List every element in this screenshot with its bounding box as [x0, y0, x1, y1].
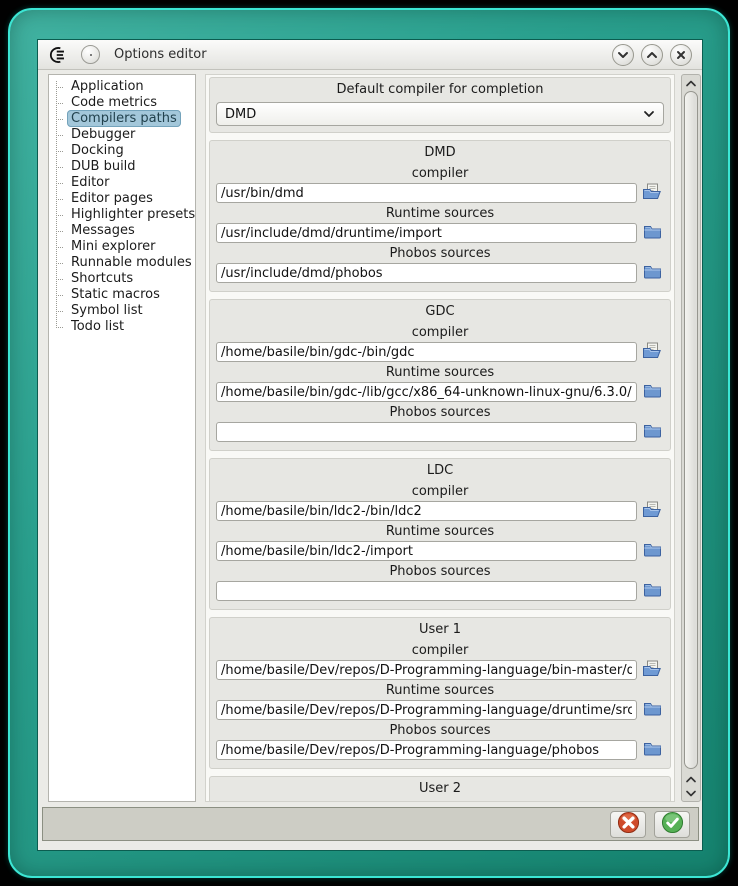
path-field-row — [216, 581, 664, 601]
browse-button[interactable] — [640, 502, 664, 520]
browse-button[interactable] — [640, 423, 664, 441]
path-field-row — [216, 501, 664, 521]
path-field-label: Phobos sources — [389, 246, 491, 261]
compiler-group-body — [216, 165, 664, 283]
default-compiler-combobox[interactable] — [216, 102, 664, 126]
titlebar[interactable] — [38, 40, 702, 70]
options-vertical-scrollbar[interactable] — [681, 74, 701, 802]
scroll-up-icon-bottom[interactable] — [682, 772, 700, 786]
path-field-label: Runtime sources — [385, 683, 495, 698]
path-input[interactable] — [216, 700, 637, 720]
sidebar-item[interactable]: Debugger — [49, 127, 195, 143]
browse-button[interactable] — [640, 701, 664, 719]
sidebar-item[interactable]: DUB build — [49, 159, 195, 175]
sidebar-item[interactable]: Docking — [49, 143, 195, 159]
path-field-row — [216, 660, 664, 680]
sidebar-item[interactable]: Messages — [49, 223, 195, 239]
browse-button[interactable] — [640, 343, 664, 361]
compiler-group — [209, 458, 671, 610]
folder-icon — [643, 264, 662, 282]
folder-icon — [643, 582, 662, 600]
path-input[interactable] — [216, 581, 637, 601]
sidebar-list — [49, 79, 195, 335]
path-input[interactable] — [216, 342, 637, 362]
window-menu-button[interactable] — [81, 45, 100, 64]
browse-button[interactable] — [640, 264, 664, 282]
accept-button[interactable] — [654, 811, 690, 838]
browse-button[interactable] — [640, 542, 664, 560]
path-field — [216, 324, 664, 362]
path-field — [216, 563, 664, 601]
path-field — [216, 205, 664, 243]
sidebar-item[interactable]: Highlighter presets — [49, 207, 195, 223]
folder-icon — [643, 383, 662, 401]
path-field — [216, 165, 664, 203]
path-field-label: Runtime sources — [385, 206, 495, 221]
shade-down-button[interactable] — [612, 44, 634, 66]
default-compiler-group-title: Default compiler for completion — [336, 82, 544, 97]
sidebar-item[interactable]: Symbol list — [49, 303, 195, 319]
coedit-logo-icon — [48, 45, 72, 65]
open-file-icon — [642, 183, 662, 203]
compiler-group-title: User 2 — [418, 781, 462, 796]
path-field-row — [216, 263, 664, 283]
path-input[interactable] — [216, 422, 637, 442]
path-input[interactable] — [216, 660, 637, 680]
check-icon — [661, 811, 684, 837]
sidebar-item[interactable]: Runnable modules — [49, 255, 195, 271]
footer-bar — [42, 807, 699, 841]
groups-container — [209, 140, 671, 802]
scroll-down-icon[interactable] — [682, 786, 700, 800]
path-input[interactable] — [216, 740, 637, 760]
path-field — [216, 364, 664, 402]
sidebar-item[interactable]: Static macros — [49, 287, 195, 303]
sidebar-item[interactable]: Mini explorer — [49, 239, 195, 255]
folder-icon — [643, 701, 662, 719]
x-icon — [617, 811, 640, 837]
compiler-group — [209, 299, 671, 451]
close-button[interactable] — [670, 44, 692, 66]
chevron-down-icon — [643, 107, 655, 122]
scrollbar-thumb[interactable] — [684, 91, 698, 769]
folder-icon — [643, 542, 662, 560]
path-field — [216, 523, 664, 561]
path-field-row — [216, 382, 664, 402]
compiler-group-title: LDC — [426, 463, 454, 478]
open-file-icon — [642, 660, 662, 680]
path-field-label: Phobos sources — [389, 405, 491, 420]
path-field — [216, 682, 664, 720]
compiler-group-title: GDC — [425, 304, 455, 319]
window-title: Options editor — [114, 47, 207, 62]
path-field — [216, 642, 664, 680]
scroll-up-icon[interactable] — [682, 76, 700, 90]
path-field-label: Phobos sources — [389, 723, 491, 738]
browse-button[interactable] — [640, 184, 664, 202]
path-input[interactable] — [216, 183, 637, 203]
compiler-group — [209, 617, 671, 769]
path-field-label: compiler — [411, 166, 469, 181]
path-field-label: compiler — [411, 325, 469, 340]
path-field-label: Runtime sources — [385, 365, 495, 380]
sidebar-item[interactable]: Shortcuts — [49, 271, 195, 287]
default-compiler-group — [209, 77, 671, 133]
browse-button[interactable] — [640, 661, 664, 679]
path-input[interactable] — [216, 223, 637, 243]
path-field-row — [216, 342, 664, 362]
path-field-label: compiler — [411, 643, 469, 658]
categories-panel — [48, 74, 196, 802]
compiler-group — [209, 776, 671, 802]
path-field-row — [216, 183, 664, 203]
sidebar-item[interactable]: Code metrics — [49, 95, 195, 111]
folder-icon — [643, 741, 662, 759]
path-field-label: Runtime sources — [385, 524, 495, 539]
compiler-group-title: User 1 — [418, 622, 462, 637]
sidebar-item[interactable]: Editor — [49, 175, 195, 191]
sidebar-item[interactable]: Todo list — [49, 319, 195, 335]
shade-up-button[interactable] — [641, 44, 663, 66]
browse-button[interactable] — [640, 582, 664, 600]
path-field — [216, 245, 664, 283]
sidebar-item[interactable]: Compilers paths — [49, 111, 195, 127]
path-input[interactable] — [216, 501, 637, 521]
compiler-group-title: DMD — [424, 145, 456, 160]
compiler-group-body — [216, 642, 664, 760]
options-panel — [205, 74, 675, 802]
path-field-label: Phobos sources — [389, 564, 491, 579]
cancel-button[interactable] — [610, 811, 646, 838]
path-input[interactable] — [216, 263, 637, 283]
combobox-value: DMD — [225, 106, 257, 122]
path-input[interactable] — [216, 541, 637, 561]
sidebar-item[interactable]: Application — [49, 79, 195, 95]
window-client-area — [38, 40, 702, 850]
browse-button[interactable] — [640, 383, 664, 401]
path-field — [216, 404, 664, 442]
folder-icon — [643, 423, 662, 441]
path-field-row — [216, 700, 664, 720]
dialog-body — [38, 71, 702, 850]
browse-button[interactable] — [640, 224, 664, 242]
path-input[interactable] — [216, 382, 637, 402]
browse-button[interactable] — [640, 741, 664, 759]
options-editor-window — [8, 8, 730, 878]
path-field-row — [216, 223, 664, 243]
compiler-group-body — [216, 324, 664, 442]
path-field-label: compiler — [411, 484, 469, 499]
compiler-group-body — [216, 483, 664, 601]
path-field — [216, 483, 664, 521]
open-file-icon — [642, 501, 662, 521]
open-file-icon — [642, 342, 662, 362]
path-field-row — [216, 541, 664, 561]
compiler-group — [209, 140, 671, 292]
path-field-row — [216, 740, 664, 760]
sidebar-item[interactable]: Editor pages — [49, 191, 195, 207]
path-field — [216, 722, 664, 760]
path-field-row — [216, 422, 664, 442]
folder-icon — [643, 224, 662, 242]
